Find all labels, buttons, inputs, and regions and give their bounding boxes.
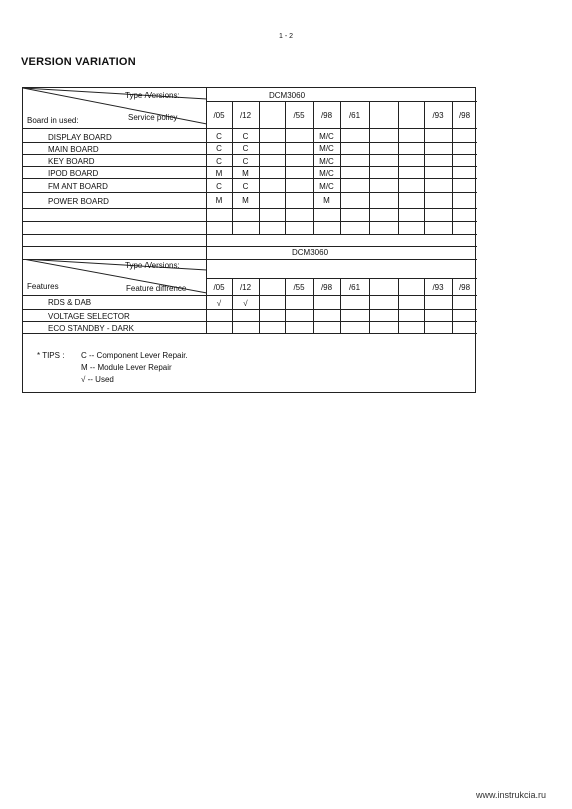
table-cell: C — [242, 144, 249, 153]
table-cell: M — [215, 196, 223, 205]
table-cell: C — [242, 157, 249, 166]
version-header-cell: /05 — [213, 111, 225, 120]
version-header-cell: /93 — [432, 283, 444, 292]
table-cell: C — [216, 132, 222, 141]
table-cell: √ — [243, 299, 248, 308]
tips-line-used: √ -- Used — [81, 375, 114, 384]
tips-line-component: C -- Component Lever Repair. — [81, 351, 188, 360]
table-cell: M — [215, 169, 223, 178]
version-header-cell: /98 — [320, 111, 333, 120]
table-row-line — [23, 333, 477, 334]
version-header-cell: /55 — [293, 111, 305, 120]
table-row-line — [23, 221, 477, 222]
board-row-label: DISPLAY BOARD — [48, 133, 112, 142]
tips-prefix: * TIPS : — [37, 351, 65, 360]
version-column-divider — [313, 101, 314, 234]
table-row-line — [23, 246, 206, 247]
table-cell: M/C — [319, 144, 334, 153]
table-row-line — [23, 295, 477, 296]
model-label-1: DCM3060 — [269, 91, 306, 100]
table-row-line — [23, 154, 477, 155]
table-cell: C — [216, 144, 222, 153]
table-cell: M — [323, 196, 330, 205]
service-policy-label: Service policy — [128, 113, 178, 122]
feature-difference-label: Feature diffrence — [126, 284, 187, 293]
table-cell: M — [242, 196, 249, 205]
version-column-divider — [369, 278, 370, 333]
version-header-cell: /12 — [239, 111, 252, 120]
model-divider-1 — [206, 101, 477, 102]
board-row-label: IPOD BOARD — [48, 169, 99, 178]
version-header-cell: /98 — [320, 283, 333, 292]
version-header-cell: /05 — [213, 283, 225, 292]
type-versions-label-1: Type /Versions: — [125, 91, 180, 100]
table-row-line — [23, 166, 477, 167]
version-header-cell: /98 — [458, 111, 471, 120]
board-row-label: POWER BOARD — [48, 197, 109, 206]
table-row-line — [23, 142, 477, 143]
table-cell: M — [242, 169, 249, 178]
section-heading: VERSION VARIATION — [21, 56, 136, 68]
version-column-divider — [259, 101, 260, 234]
footer-watermark: www.instrukcia.ru — [475, 790, 546, 800]
version-header-cell: /98 — [458, 283, 471, 292]
version-column-divider — [452, 101, 453, 234]
table-cell: C — [242, 182, 249, 191]
table-row-line — [23, 178, 477, 179]
tips-line-module: M -- Module Lever Repair — [81, 363, 172, 372]
version-column-divider — [398, 278, 399, 333]
table-cell: C — [216, 157, 222, 166]
table-row-line — [23, 208, 477, 209]
version-header-cell: /12 — [239, 283, 252, 292]
table-row-line — [23, 309, 477, 310]
table-row-line — [23, 234, 477, 235]
table-cell: M/C — [319, 132, 334, 141]
version-column-divider — [232, 101, 233, 234]
version-column-divider — [259, 278, 260, 333]
version-table — [22, 87, 476, 393]
table-cell: √ — [216, 299, 222, 308]
version-column-divider — [285, 101, 286, 234]
table-cell: C — [216, 182, 222, 191]
table-row-line — [206, 246, 477, 247]
board-in-used-label: Board in used: — [27, 116, 79, 125]
table-cell: M/C — [319, 157, 334, 166]
table-row-line — [206, 278, 477, 279]
version-header-cell: /61 — [348, 283, 361, 292]
table-cell: M/C — [319, 169, 334, 178]
version-column-divider — [398, 101, 399, 234]
feature-row-label: VOLTAGE SELECTOR — [48, 312, 130, 321]
board-row-label: MAIN BOARD — [48, 145, 99, 154]
version-column-divider — [424, 101, 425, 234]
table-row-line — [23, 192, 477, 193]
version-header-cell: /55 — [293, 283, 305, 292]
page-number: 1 - 2 — [278, 33, 293, 40]
table-cell: C — [242, 132, 249, 141]
version-header-cell: /93 — [432, 111, 444, 120]
table-cell: M/C — [319, 182, 334, 191]
features-label: Features — [27, 282, 59, 291]
version-header-cell: /61 — [348, 111, 361, 120]
feature-row-label: ECO STANDBY - DARK — [48, 324, 134, 333]
model-divider-2 — [206, 259, 477, 260]
board-row-label: KEY BOARD — [48, 157, 95, 166]
version-column-divider — [340, 101, 341, 234]
version-column-divider — [369, 101, 370, 234]
type-versions-label-2: Type /Versions: — [125, 261, 180, 270]
feature-row-label: RDS & DAB — [48, 298, 92, 307]
board-row-label: FM ANT BOARD — [48, 182, 108, 191]
table-row-line — [23, 321, 477, 322]
table-row-line — [23, 128, 477, 129]
model-label-2: DCM3060 — [292, 248, 329, 257]
